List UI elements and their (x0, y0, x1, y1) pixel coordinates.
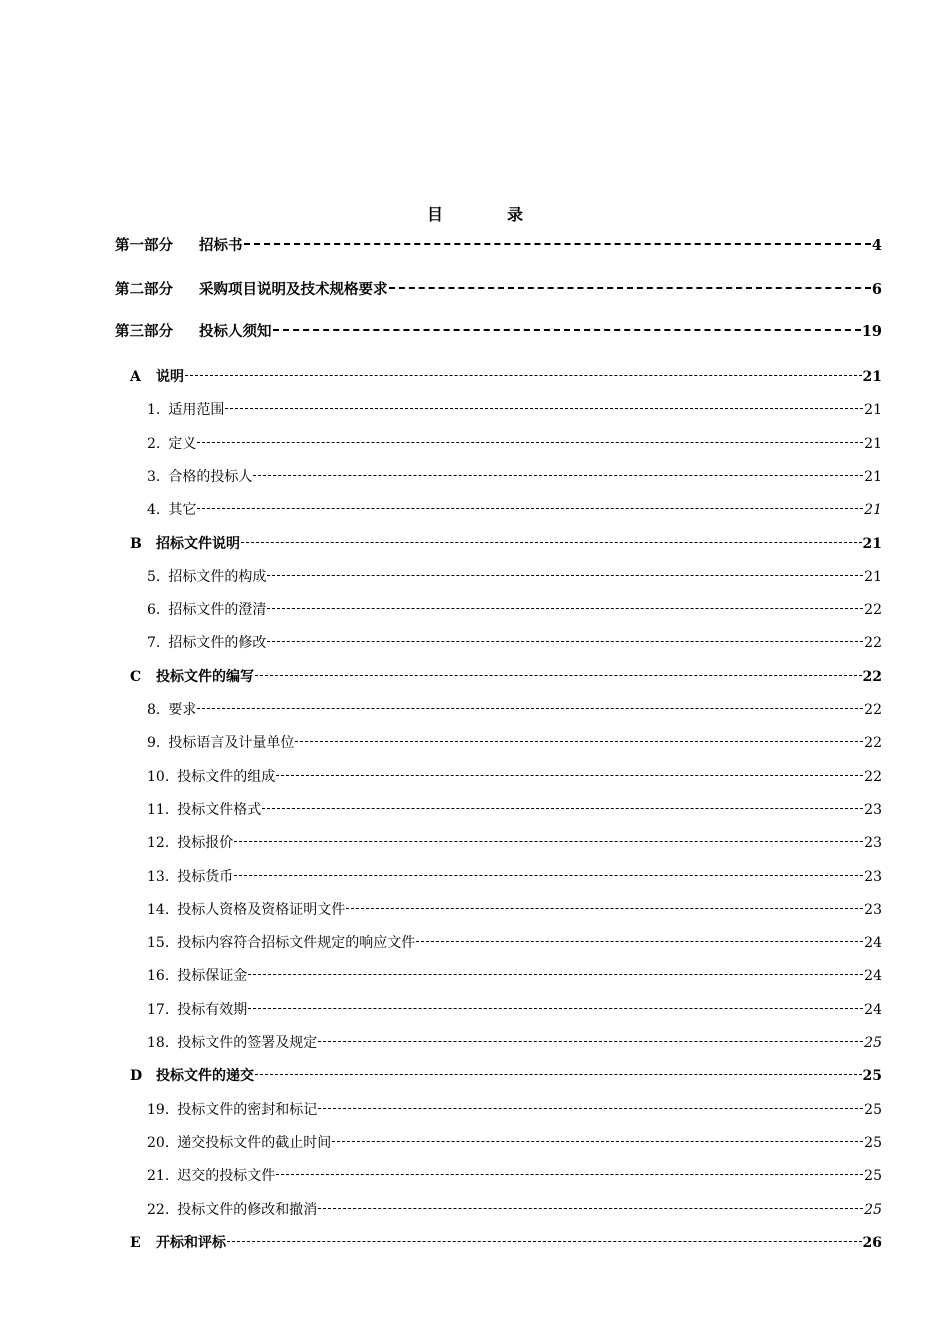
toc-entry-prefix: E (130, 1234, 141, 1251)
toc-entry[interactable] (147, 966, 882, 986)
toc-entry-label (130, 534, 240, 554)
toc-entry-prefix: 16. (147, 968, 170, 985)
toc-leader-line (225, 408, 863, 409)
toc-leader-line (234, 841, 863, 842)
toc-entry-label (115, 236, 243, 256)
toc-entry-prefix: 1. (147, 402, 161, 419)
toc-entry[interactable] (130, 667, 882, 687)
toc-leader-line (273, 329, 861, 331)
toc-leader-line (255, 675, 862, 676)
toc-entry-page-number: 25 (864, 1168, 882, 1185)
toc-entry-title: 递交投标文件的截止时间 (177, 1134, 332, 1151)
toc-title-right: 录 (507, 205, 524, 224)
toc-entry-label (147, 833, 233, 853)
toc-entry-prefix: 5. (147, 568, 161, 585)
toc-entry-prefix: 4. (147, 502, 161, 519)
toc-entry-page-number: 25 (864, 1101, 882, 1118)
toc-entry-title: 投标报价 (177, 835, 234, 852)
toc-entry-prefix: 20. (147, 1134, 170, 1151)
toc-leader-line (244, 243, 871, 245)
toc-leader-line (253, 475, 863, 476)
toc-entry[interactable] (147, 700, 882, 720)
toc-entry-title: 投标保证金 (177, 968, 248, 985)
toc-entry-page-number: 22 (864, 602, 882, 619)
toc-entry[interactable] (147, 400, 882, 420)
toc-leader-line (227, 1241, 862, 1242)
toc-leader-line (241, 542, 862, 543)
toc-entry[interactable] (147, 867, 882, 887)
toc-entry[interactable] (130, 367, 882, 387)
toc-entry-prefix: 第二部分 (115, 281, 173, 298)
toc-entry-label (147, 700, 196, 720)
toc-leader-line (197, 708, 863, 709)
toc-entry-title: 招标文件说明 (156, 535, 240, 552)
toc-leader-line (295, 741, 863, 742)
toc-entry-page-number: 22 (864, 702, 882, 718)
toc-entry-page-number: 22 (864, 735, 882, 752)
toc-entry[interactable] (147, 933, 882, 953)
toc-entry-label (147, 1200, 317, 1220)
toc-entry-title: 招标文件的修改 (168, 635, 267, 652)
toc-leader-line (332, 1141, 863, 1142)
toc-entry-page-number: 26 (862, 1234, 882, 1251)
toc-leader-line (197, 508, 863, 509)
toc-entry-page-number: 4 (871, 237, 882, 254)
toc-entry-title: 投标人须知 (199, 323, 272, 340)
toc-entry-title: 要求 (168, 702, 197, 718)
toc-entry-prefix: 8. (147, 702, 161, 718)
toc-entry-label (147, 434, 196, 454)
toc-leader-line (318, 1041, 863, 1042)
toc-entry-page-number: 19 (861, 323, 882, 340)
toc-entry-label (147, 1000, 247, 1020)
toc-entry-prefix: 3. (147, 468, 161, 485)
toc-entry-prefix: 9. (147, 735, 161, 752)
toc-entry-page-number: 21 (862, 369, 882, 385)
toc-leader-line (276, 775, 863, 776)
toc-entry-prefix: 第三部分 (115, 323, 173, 340)
toc-entry-prefix: 19. (147, 1101, 170, 1118)
toc-entry-prefix: B (130, 535, 142, 552)
toc-entry-title: 投标内容符合招标文件规定的响应文件 (177, 935, 416, 952)
toc-entry-label (147, 767, 275, 787)
toc-entry-label (147, 467, 252, 487)
toc-entry-label (147, 567, 266, 587)
toc-leader-line (248, 1008, 863, 1009)
toc-entry-prefix: 14. (147, 901, 170, 918)
toc-entry-label (147, 400, 224, 420)
toc-entry-prefix: 2. (147, 435, 161, 452)
toc-entry-page-number: 23 (864, 901, 882, 918)
toc-entry-label (147, 1133, 331, 1153)
toc-entry-page-number: 6 (871, 281, 882, 298)
toc-entry-page-number: 24 (864, 935, 882, 952)
toc-entry-title: 采购项目说明及技术规格要求 (199, 281, 388, 298)
toc-entry-page-number: 25 (864, 1201, 882, 1218)
toc-entry-page-number: 25 (862, 1068, 882, 1085)
toc-entry-page-number: 22 (864, 635, 882, 652)
toc-entry[interactable] (147, 833, 882, 853)
toc-entry-label (147, 1033, 317, 1053)
toc-entry-label (147, 900, 345, 920)
toc-leader-line (318, 1208, 863, 1209)
toc-entry-title: 投标人资格及资格证明文件 (177, 901, 346, 918)
toc-entry-prefix: 15. (147, 935, 170, 952)
toc-entry-title: 定义 (168, 435, 197, 452)
toc-entry-title: 其它 (168, 502, 197, 519)
toc-entry[interactable] (147, 1100, 882, 1120)
toc-entry-prefix: C (130, 668, 142, 685)
toc-entry-label (130, 1066, 254, 1086)
toc-entry-title: 适用范围 (168, 402, 225, 419)
toc-entry-label (130, 667, 254, 687)
toc-entry[interactable] (115, 322, 882, 342)
toc-entry-title: 投标文件的修改和撤消 (177, 1201, 318, 1218)
toc-entry-page-number: 21 (864, 435, 882, 452)
toc-entry-page-number: 24 (864, 1001, 882, 1018)
toc-entry[interactable] (147, 900, 882, 920)
toc-entry[interactable] (147, 1133, 882, 1153)
toc-entry-label (147, 1100, 317, 1120)
toc-entry-title: 迟交的投标文件 (177, 1168, 276, 1185)
toc-leader-line (267, 575, 863, 576)
toc-entry-title: 合格的投标人 (168, 468, 253, 485)
toc-entry[interactable] (130, 1233, 882, 1253)
toc-entry-title: 投标文件的密封和标记 (177, 1101, 318, 1118)
toc-leader-line (185, 375, 862, 376)
toc-entry-page-number: 24 (864, 968, 882, 985)
toc-entry-title: 投标语言及计量单位 (168, 735, 295, 752)
toc-entry-title: 说明 (156, 369, 184, 385)
toc-entry-title: 招标文件的澄清 (168, 602, 267, 619)
toc-entry-prefix: 12. (147, 835, 170, 852)
toc-entry-title: 投标有效期 (177, 1001, 248, 1018)
toc-entry-label (147, 966, 247, 986)
toc-entry-label (147, 800, 261, 820)
toc-entry-page-number: 23 (864, 801, 882, 818)
toc-entry-prefix: 6. (147, 602, 161, 619)
toc-entry-prefix: 10. (147, 768, 170, 785)
toc-entry-page-number: 22 (864, 768, 882, 785)
toc-leader-line (389, 287, 871, 289)
toc-entry[interactable] (147, 467, 882, 487)
toc-entry-label (147, 933, 415, 953)
toc-leader-line (248, 974, 863, 975)
toc-entry[interactable] (147, 1033, 882, 1053)
toc-entry-page-number: 22 (862, 668, 882, 685)
toc-entry-title: 投标货币 (177, 868, 234, 885)
toc-entry-title: 投标文件的递交 (156, 1068, 254, 1085)
toc-entry-title: 投标文件的编写 (156, 668, 254, 685)
toc-entry[interactable] (147, 733, 882, 753)
toc-title-left: 目 (426, 205, 443, 224)
toc-entry-label (147, 633, 266, 653)
toc-leader-line (276, 1174, 863, 1175)
toc-entry[interactable] (130, 534, 882, 554)
toc-entry-label (115, 280, 388, 300)
toc-entry-page-number: 21 (864, 468, 882, 485)
toc-entry[interactable] (147, 800, 882, 820)
toc-entry-label (147, 867, 233, 887)
toc-entry-prefix: D (130, 1068, 143, 1085)
toc-entry[interactable] (147, 1166, 882, 1186)
toc-entry-prefix: 11. (147, 801, 170, 818)
toc-leader-line (267, 641, 863, 642)
toc-leader-line (262, 808, 863, 809)
toc-entry-prefix: 17. (147, 1001, 170, 1018)
toc-entry[interactable] (115, 280, 882, 300)
toc-entry[interactable] (147, 1000, 882, 1020)
toc-entry-prefix: 7. (147, 635, 161, 652)
toc-entry-title: 投标文件格式 (177, 801, 262, 818)
toc-entry-title: 招标书 (199, 237, 243, 254)
toc-entry[interactable] (147, 434, 882, 454)
toc-entry-title: 投标文件的组成 (177, 768, 276, 785)
toc-entry-title: 招标文件的构成 (168, 568, 267, 585)
toc-entry-prefix: 18. (147, 1035, 170, 1051)
toc-entry-label (147, 500, 196, 520)
toc-leader-line (416, 941, 863, 942)
toc-leader-line (267, 608, 863, 609)
toc-entry-label (130, 1233, 226, 1253)
toc-entry-page-number: 25 (864, 1134, 882, 1151)
toc-entry-label (147, 1166, 275, 1186)
toc-leader-line (197, 442, 863, 443)
toc-entry-prefix: 13. (147, 868, 170, 885)
toc-entry-page-number: 25 (864, 1035, 882, 1051)
toc-entry-page-number: 21 (864, 568, 882, 585)
toc-entry-label (130, 367, 184, 387)
toc-entry[interactable] (147, 1200, 882, 1220)
toc-title (0, 202, 950, 225)
toc-entry-prefix: A (130, 369, 141, 385)
toc-entry[interactable] (130, 1066, 882, 1086)
toc-leader-line (346, 908, 863, 909)
toc-entry-page-number: 21 (864, 402, 882, 419)
toc-entry-page-number: 23 (864, 835, 882, 852)
toc-entry-label (147, 733, 294, 753)
toc-leader-line (318, 1108, 863, 1109)
toc-entry-label (115, 322, 272, 342)
toc-entry[interactable] (147, 767, 882, 787)
toc-entry-prefix: 第一部分 (115, 237, 173, 254)
toc-entry[interactable] (147, 600, 882, 620)
toc-leader-line (234, 875, 863, 876)
toc-leader-line (255, 1074, 862, 1075)
toc-entry-page-number: 21 (864, 502, 882, 519)
toc-entry[interactable] (147, 567, 882, 587)
toc-entry-title: 投标文件的签署及规定 (177, 1035, 318, 1051)
toc-entry[interactable] (147, 500, 882, 520)
toc-entry-prefix: 22. (147, 1201, 170, 1218)
toc-entry[interactable] (147, 633, 882, 653)
toc-entry-label (147, 600, 266, 620)
toc-entry-prefix: 21. (147, 1168, 170, 1185)
toc-entry-page-number: 23 (864, 868, 882, 885)
toc-entry-page-number: 21 (862, 535, 882, 552)
toc-entry[interactable] (115, 236, 882, 256)
toc-entry-title: 开标和评标 (156, 1234, 226, 1251)
